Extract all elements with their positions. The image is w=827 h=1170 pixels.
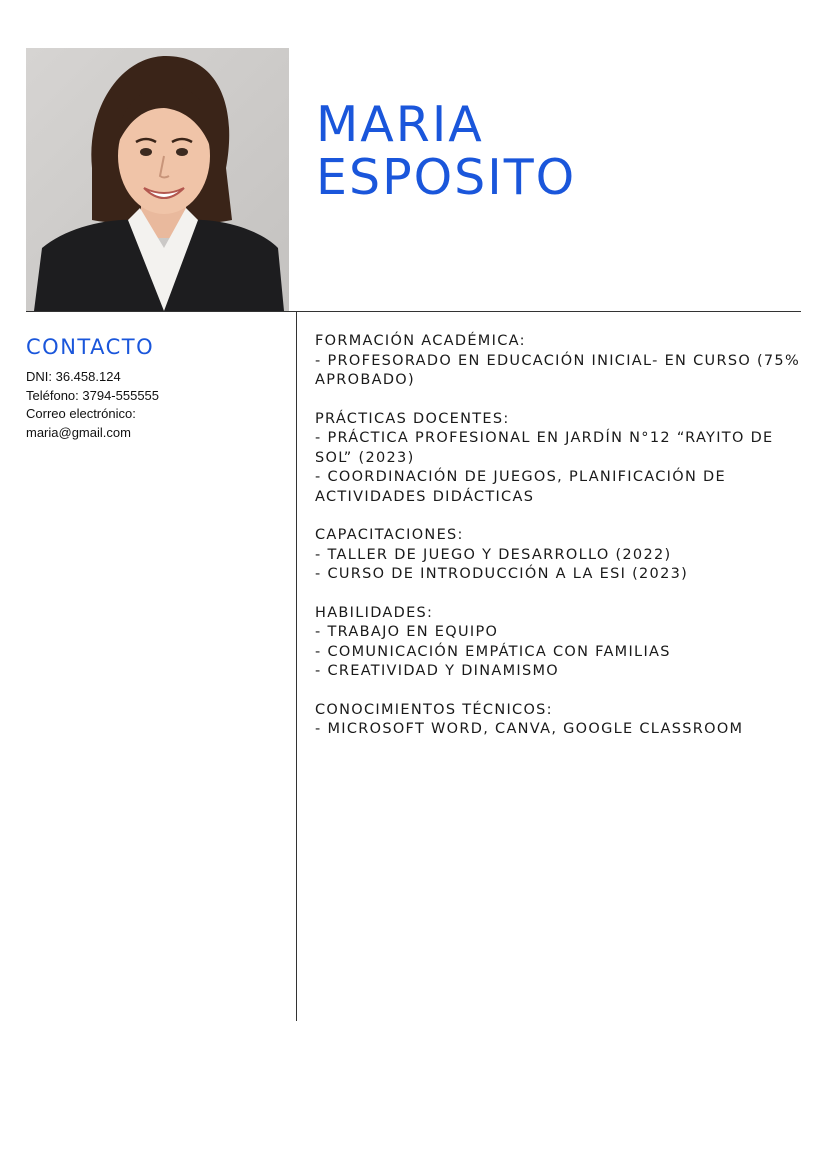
section-technical-knowledge <box>315 701 805 740</box>
section-trainings <box>315 526 805 585</box>
contact-email-label: Correo electrónico: <box>26 406 136 421</box>
contact-heading: CONTACTO <box>26 335 155 359</box>
section-title: HABILIDADES: <box>315 604 434 621</box>
section-education <box>315 332 805 391</box>
section-item: - COORDINACIÓN DE JUEGOS, PLANIFICACIÓN DE ACTIVIDADES DIDÁCTICAS <box>315 469 726 505</box>
portrait-illustration <box>26 48 289 311</box>
section-item: - TALLER DE JUEGO Y DESARROLLO (2022) <box>315 546 672 563</box>
section-teaching-practice <box>315 410 805 508</box>
candidate-name <box>316 98 576 204</box>
section-item: - TRABAJO EN EQUIPO <box>315 624 499 640</box>
name-first: MARIA <box>316 96 484 153</box>
section-item: - COMUNICACIÓN EMPÁTICA CON FAMILIAS <box>315 643 671 660</box>
name-last: ESPOSITO <box>316 149 577 206</box>
horizontal-divider <box>26 311 801 312</box>
resume-content <box>315 332 805 759</box>
section-item: - PROFESORADO EN EDUCACIÓN INICIAL- EN CURSO (75% APROBADO) <box>315 352 801 388</box>
section-title: CAPACITACIONES: <box>315 527 464 543</box>
contact-list <box>26 368 159 442</box>
section-title: FORMACIÓN ACADÉMICA: <box>315 333 526 349</box>
section-item: - CREATIVIDAD Y DINAMISMO <box>315 663 560 679</box>
section-item: - PRÁCTICA PROFESIONAL EN JARDÍN N°12 “RAYITO DE SOL” (2023) <box>315 430 774 466</box>
section-title: PRÁCTICAS DOCENTES: <box>315 410 510 427</box>
contact-phone: Teléfono: 3794-555555 <box>26 387 160 403</box>
section-item: - MICROSOFT WORD, CANVA, GOOGLE CLASSROOM <box>315 721 744 737</box>
contact-dni: DNI: 36.458.124 <box>26 369 121 384</box>
profile-photo <box>26 48 289 311</box>
section-skills <box>315 604 805 682</box>
section-title: CONOCIMIENTOS TÉCNICOS: <box>315 701 553 718</box>
contact-email: maria@gmail.com <box>26 424 131 440</box>
section-item: - CURSO DE INTRODUCCIÓN A LA ESI (2023) <box>315 566 689 582</box>
vertical-divider <box>296 311 297 1021</box>
